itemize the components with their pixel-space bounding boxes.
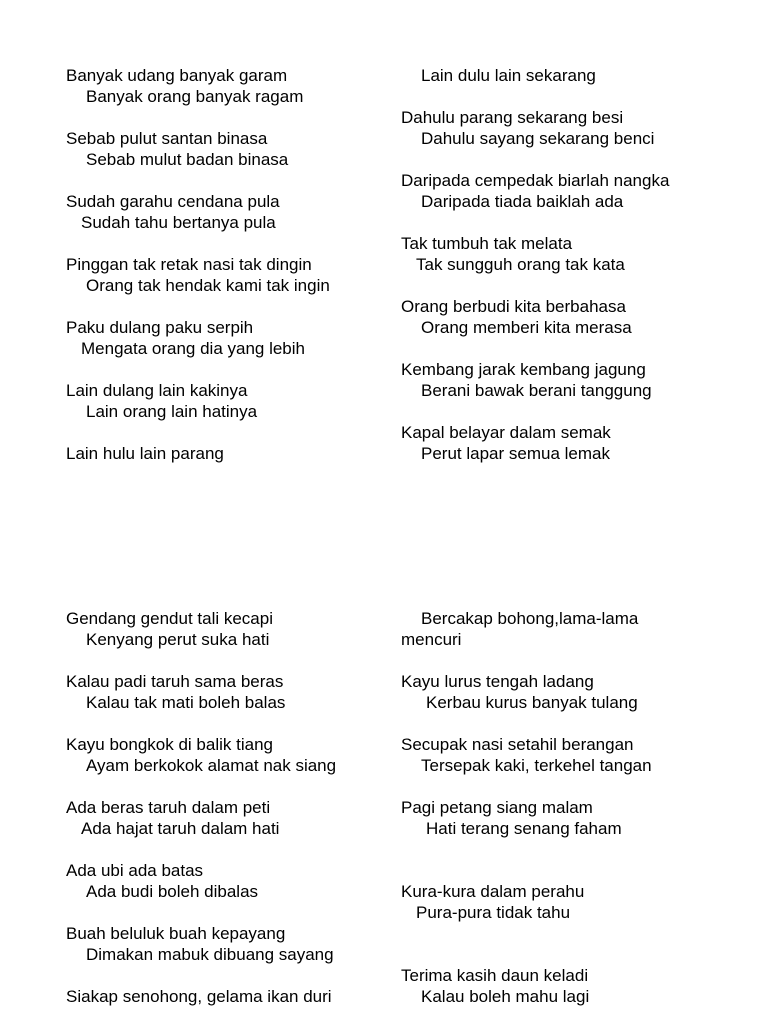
pantun-line: Kura-kura dalam perahu xyxy=(401,882,585,901)
pantun-line: Kapal belayar dalam semak xyxy=(401,423,611,442)
pantun-line: Lain orang lain hatinya xyxy=(86,402,258,421)
pantun-line: Terima kasih daun keladi xyxy=(401,966,589,985)
pantun-line: Sudah tahu bertanya pula xyxy=(81,213,276,232)
pantun-line: Ada hajat taruh dalam hati xyxy=(81,819,280,838)
pantun-line: Orang tak hendak kami tak ingin xyxy=(86,276,330,295)
pantun-line: Ayam berkokok alamat nak siang xyxy=(86,756,337,775)
pantun-line: Kembang jarak kembang jagung xyxy=(401,360,646,379)
pantun-line: Dahulu parang sekarang besi xyxy=(401,108,624,127)
pantun-line: Ada ubi ada batas xyxy=(66,861,204,880)
pantun-line: Kenyang perut suka hati xyxy=(86,630,270,649)
pantun-line: Secupak nasi setahil berangan xyxy=(401,735,634,754)
pantun-line: Kayu lurus tengah ladang xyxy=(401,672,594,691)
pantun-line: Banyak udang banyak garam xyxy=(66,66,288,85)
pantun-line: mencuri xyxy=(401,630,462,649)
pantun-line: Dahulu sayang sekarang benci xyxy=(421,129,655,148)
pantun-line: Kayu bongkok di balik tiang xyxy=(66,735,273,754)
pantun-line: Banyak orang banyak ragam xyxy=(86,87,304,106)
pantun-line: Lain hulu lain parang xyxy=(66,444,224,463)
pantun-line: Kerbau kurus banyak tulang xyxy=(426,693,638,712)
pantun-line: Perut lapar semua lemak xyxy=(421,444,610,463)
pantun-line: Sebab mulut badan binasa xyxy=(86,150,289,169)
pantun-line: Hati terang senang faham xyxy=(426,819,622,838)
pantun-line: Pinggan tak retak nasi tak dingin xyxy=(66,255,312,274)
pantun-line: Ada budi boleh dibalas xyxy=(86,882,259,901)
pantun-line: Kalau tak mati boleh balas xyxy=(86,693,286,712)
pantun-line: Bercakap bohong,lama-lama xyxy=(421,609,639,628)
pantun-line: Orang memberi kita merasa xyxy=(421,318,632,337)
pantun-line: Siakap senohong, gelama ikan duri xyxy=(66,987,332,1006)
pantun-line: Orang berbudi kita berbahasa xyxy=(401,297,626,316)
pantun-line: Kalau boleh mahu lagi xyxy=(421,987,590,1006)
pantun-line: Paku dulang paku serpih xyxy=(66,318,254,337)
pantun-line: Kalau padi taruh sama beras xyxy=(66,672,284,691)
pantun-line: Tak sungguh orang tak kata xyxy=(416,255,625,274)
pantun-line: Buah beluluk buah kepayang xyxy=(66,924,286,943)
pantun-line: Mengata orang dia yang lebih xyxy=(81,339,305,358)
pantun-line: Tersepak kaki, terkehel tangan xyxy=(421,756,652,775)
pantun-line: Daripada cempedak biarlah nangka xyxy=(401,171,670,190)
pantun-line: Sebab pulut santan binasa xyxy=(66,129,268,148)
pantun-line: Lain dulu lain sekarang xyxy=(421,66,596,85)
pantun-line: Dimakan mabuk dibuang sayang xyxy=(86,945,334,964)
pantun-line: Gendang gendut tali kecapi xyxy=(66,609,273,628)
pantun-line: Ada beras taruh dalam peti xyxy=(66,798,271,817)
pantun-line: Berani bawak berani tanggung xyxy=(421,381,652,400)
pantun-line: Daripada tiada baiklah ada xyxy=(421,192,624,211)
pantun-line: Sudah garahu cendana pula xyxy=(66,192,280,211)
pantun-line: Tak tumbuh tak melata xyxy=(401,234,573,253)
pantun-line: Pura-pura tidak tahu xyxy=(416,903,571,922)
pantun-line: Pagi petang siang malam xyxy=(401,798,593,817)
pantun-line: Lain dulang lain kakinya xyxy=(66,381,248,400)
